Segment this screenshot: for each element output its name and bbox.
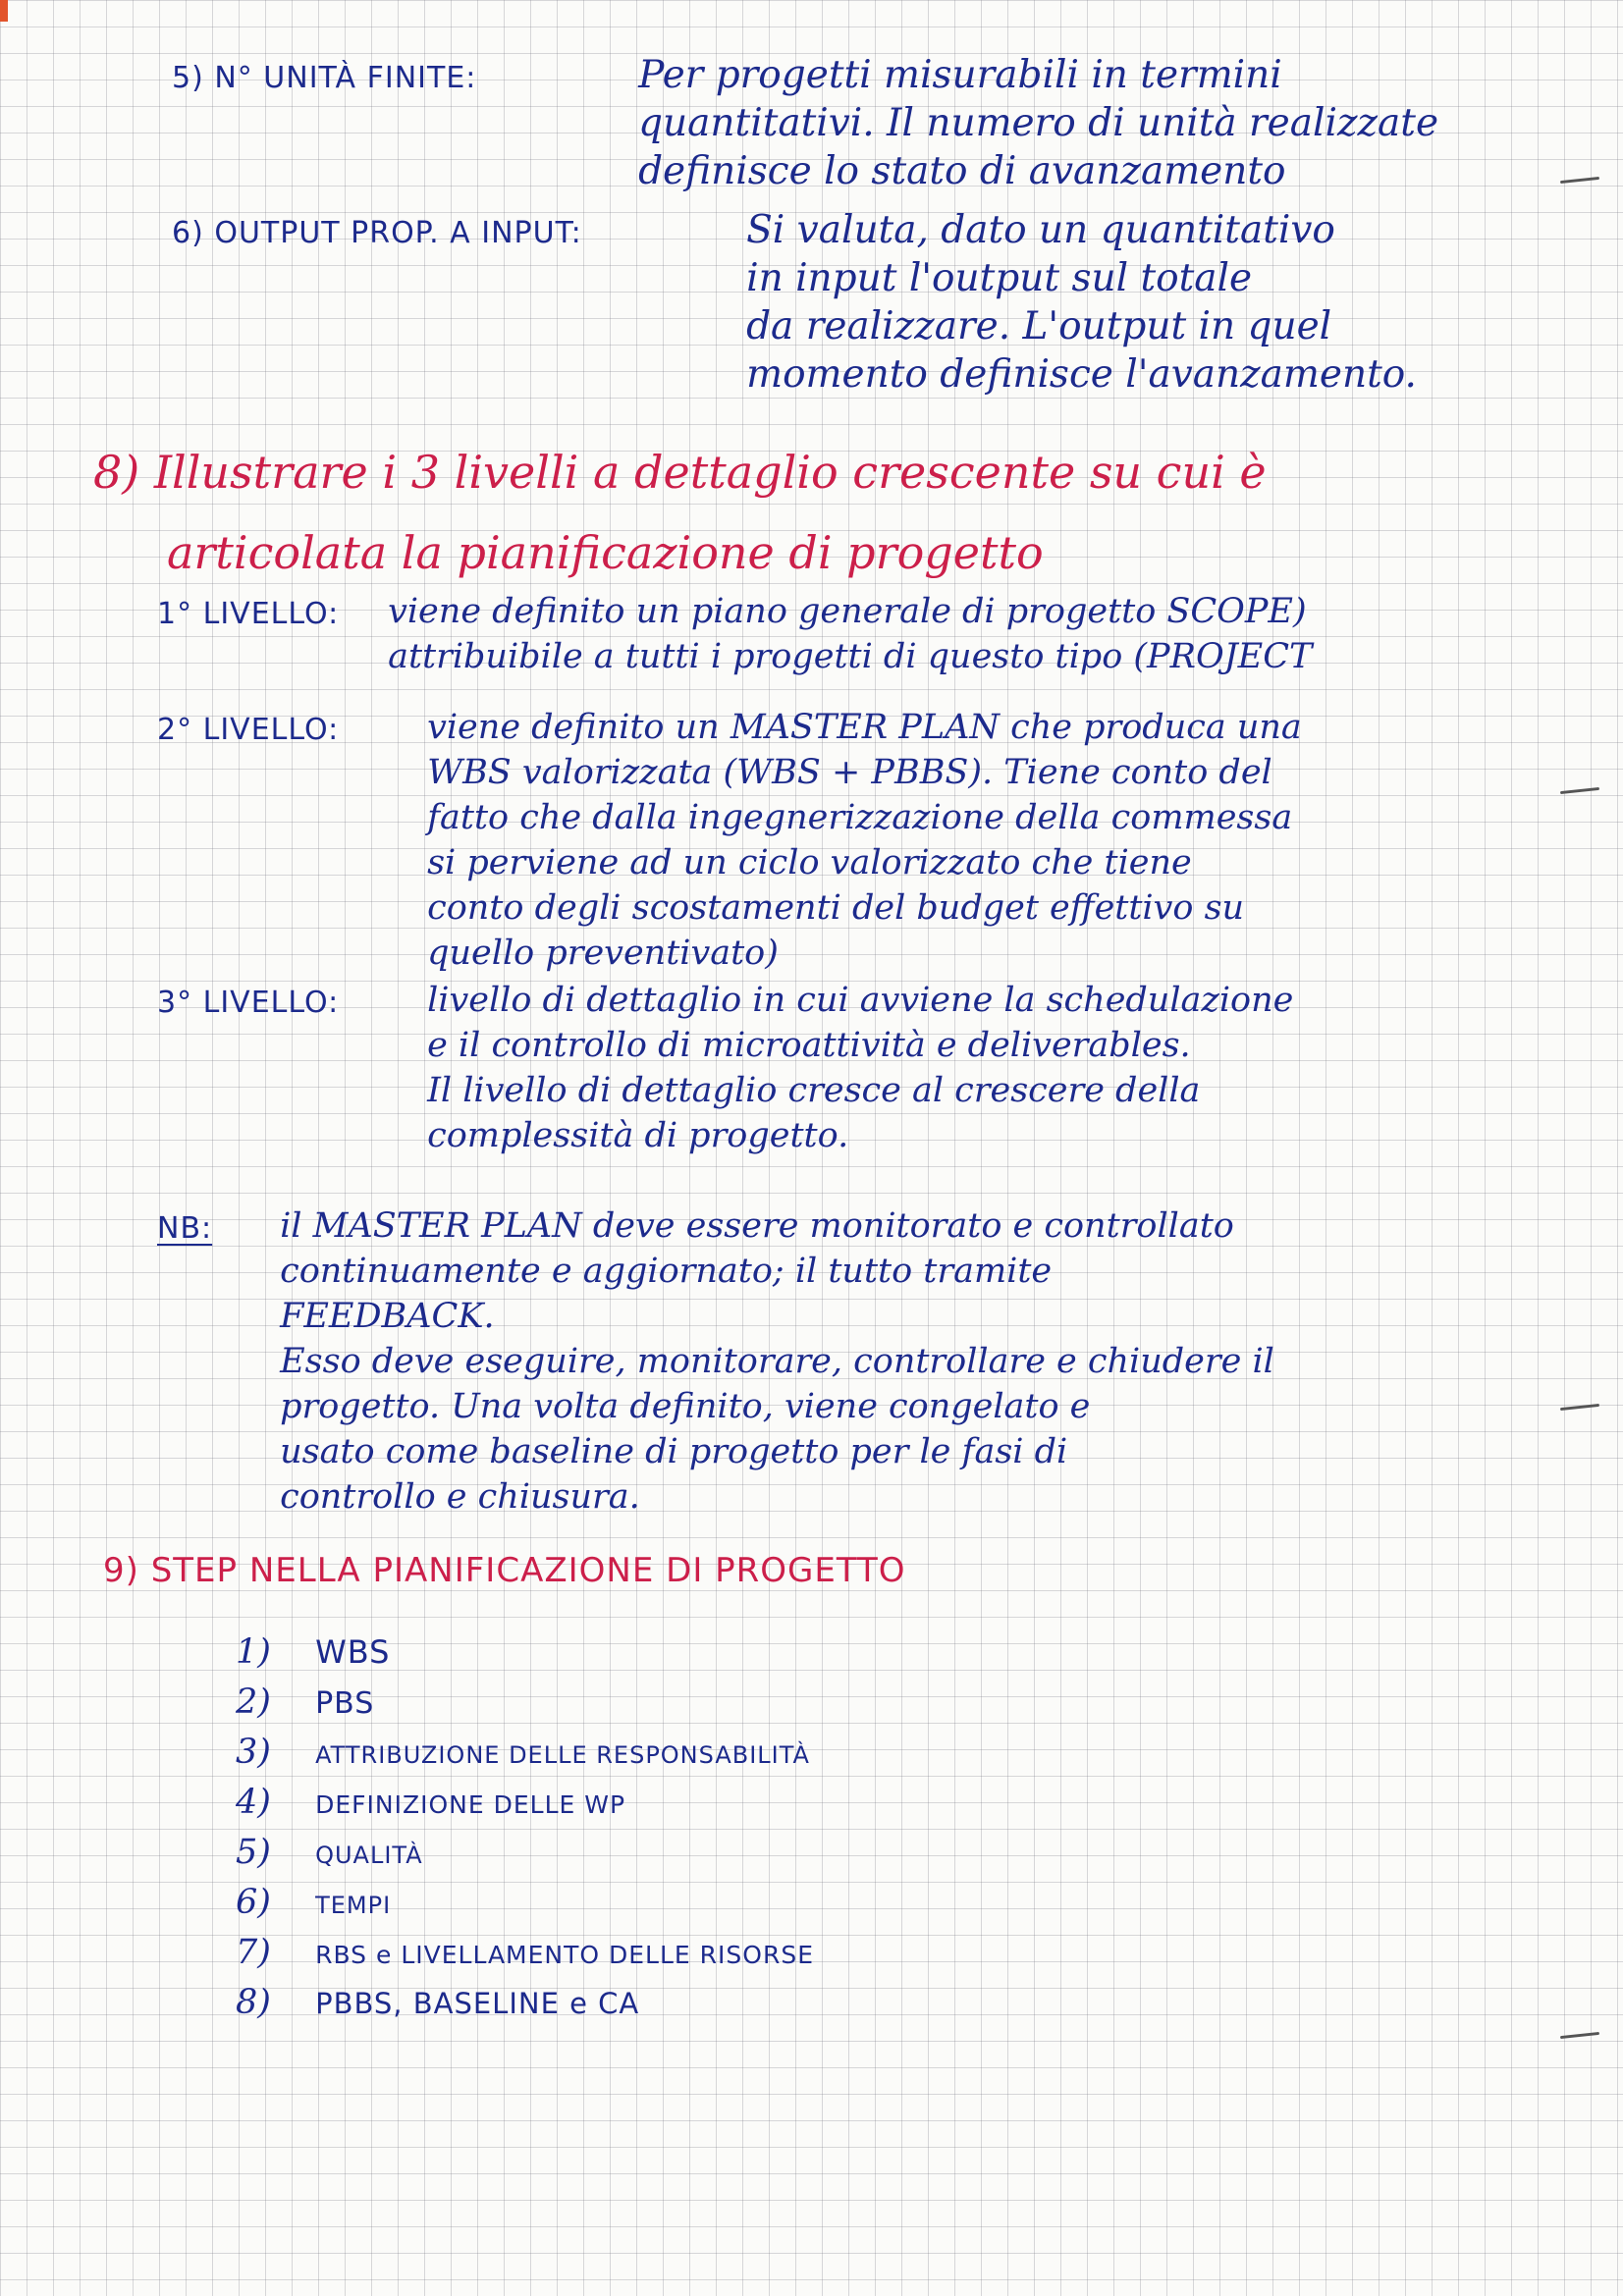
text-line: e il controllo di microattività e deliverables. [427,1026,1191,1065]
item-text [638,51,1438,195]
text-line: in input l'output sul totale [746,256,1253,300]
item-label: 5) N° UNITÀ FINITE: [172,61,477,95]
question-8-heading [93,432,1267,593]
text-line: attribuibile a tutti i progetti di questo tipo (PROJECT [388,637,1313,676]
text-line: usato come baseline di progetto per le fasi di [280,1432,1068,1471]
level-2 [157,705,1302,976]
list-item [236,1780,814,1830]
step-number: 1) [236,1632,271,1672]
text-line: si perviene ad un ciclo valorizzato che tiene [427,843,1192,882]
text-line: definisce lo stato di avanzamento [638,149,1286,193]
level-text [427,705,1302,976]
level-3 [157,978,1293,1158]
text-line: conto degli scostamenti del budget effettivo su [427,888,1245,928]
step-text: PBBS, BASELINE e CA [315,1987,640,2020]
page-edge-mark [1560,2030,1605,2044]
page-edge-mark [1560,175,1605,188]
step-number: 3) [236,1733,271,1772]
step-number: 5) [236,1833,271,1872]
step-number: 6) [236,1883,271,1922]
list-item [236,1830,814,1880]
item-label: 6) OUTPUT PROP. A INPUT: [172,216,582,250]
text-line: WBS valorizzata (WBS + PBBS). Tiene conto del [427,753,1272,792]
nb-label: NB: [157,1211,213,1246]
text-line: progetto. Una volta definito, viene congelato e [280,1387,1091,1426]
text-line: il MASTER PLAN deve essere monitorato e controllato [280,1206,1234,1246]
planning-steps-list [236,1629,814,2030]
list-item [236,1980,814,2030]
list-item [236,1930,814,1980]
level-label: 1° LIVELLO: [157,597,340,631]
nb-text [280,1203,1274,1520]
text-line: quantitativi. Il numero di unità realizzate [638,101,1439,145]
text-line: FEEDBACK. [280,1297,495,1336]
heading-line: 8) Illustrare i 3 livelli a dettaglio crescente su cui è [93,446,1267,499]
text-line: controllo e chiusura. [280,1477,640,1517]
step-text: TEMPI [315,1892,392,1919]
text-line: Si valuta, dato un quantitativo [746,208,1335,252]
text-line: livello di dettaglio in cui avviene la schedulazione [427,981,1294,1020]
level-text [427,978,1293,1158]
text-line: Il livello di dettaglio cresce al crescere della [427,1071,1201,1110]
level-1 [157,589,1312,679]
step-text: RBS e LIVELLAMENTO DELLE RISORSE [315,1941,814,1969]
level-text [388,589,1312,679]
text-line: da realizzare. L'output in quel [746,304,1332,348]
text-line: momento definisce l'avanzamento. [746,352,1417,397]
step-text: ATTRIBUZIONE DELLE RESPONSABILITÀ [315,1741,810,1769]
step-number: 4) [236,1783,271,1822]
step-text: PBS [315,1686,375,1721]
text-line: viene definito un piano generale di progetto SCOPE) [388,592,1307,631]
text-line: fatto che dalla ingegnerizzazione della commessa [427,798,1293,837]
page-edge-mark [1560,1402,1605,1415]
text-line: complessità di progetto. [427,1116,849,1155]
step-number: 8) [236,1983,271,2022]
text-line: Esso deve eseguire, monitorare, controllare e chiudere il [280,1342,1274,1381]
text-line: Per progetti misurabili in termini [638,53,1282,97]
level-label: 3° LIVELLO: [157,986,340,1020]
list-item [236,1730,814,1780]
page-edge-mark [1560,785,1605,799]
step-text: QUALITÀ [315,1842,423,1869]
text-line: viene definito un MASTER PLAN che produca una [427,708,1302,747]
heading-line: articolata la pianificazione di progetto [167,526,1044,579]
step-text: DEFINIZIONE DELLE WP [315,1790,626,1819]
note-item-6 [172,206,1417,399]
question-9-heading: 9) STEP NELLA PIANIFICAZIONE DI PROGETTO [103,1551,906,1590]
page-corner-tab [0,0,8,22]
step-number: 7) [236,1933,271,1972]
level-label: 2° LIVELLO: [157,713,340,747]
text-line: continuamente e aggiornato; il tutto tramite [280,1252,1053,1291]
list-item [236,1680,814,1730]
step-text: WBS [315,1633,391,1671]
item-text [746,206,1417,399]
step-number: 2) [236,1682,271,1722]
list-item [236,1629,814,1680]
nb-note [157,1203,1274,1520]
note-item-5 [172,51,1438,195]
list-item [236,1880,814,1930]
text-line: quello preventivato) [427,934,779,973]
